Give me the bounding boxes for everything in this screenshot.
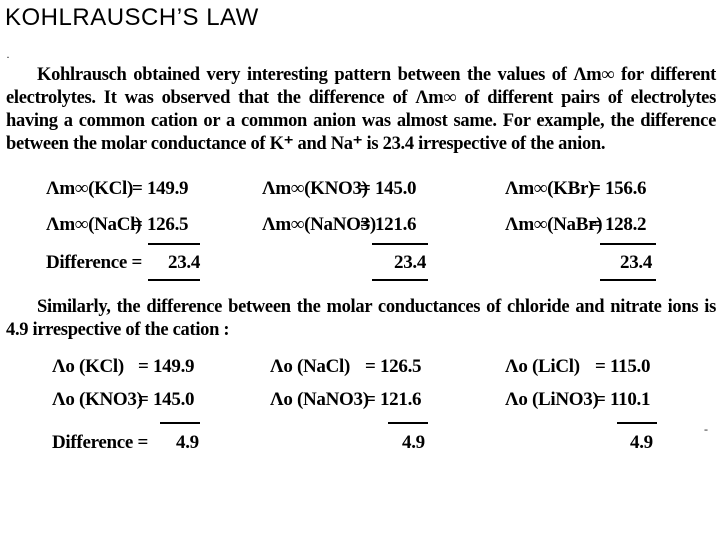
t1-r2-c1-value: = 126.5 bbox=[132, 214, 189, 235]
t1-r2-c3-formula: Λm∞(NaBr) bbox=[505, 214, 603, 235]
t2-difference-label: Difference = bbox=[52, 432, 149, 453]
scan-speck: · bbox=[6, 50, 10, 64]
t1-r2-c2-value: = 121.6 bbox=[360, 214, 417, 235]
t2-difference-3: 4.9 bbox=[630, 432, 653, 453]
t1-difference-1: 23.4 bbox=[168, 252, 201, 273]
t1-r2-c1-formula: Λm∞(NaCl) bbox=[46, 214, 142, 235]
t1-rule-2 bbox=[372, 243, 428, 245]
t1-r1-c3-formula: Λm∞(KBr) bbox=[505, 178, 595, 199]
t2-r2-c1-formula: Λo (KNO3) bbox=[52, 389, 143, 410]
t1-rule-5 bbox=[372, 279, 428, 281]
t1-r2-c3-value: = 128.2 bbox=[590, 214, 647, 235]
t2-r2-c2-value: = 121.6 bbox=[365, 389, 422, 410]
page-title: KOHLRAUSCH’S LAW bbox=[5, 4, 259, 31]
t2-r2-c3-formula: Λo (LiNO3) bbox=[505, 389, 599, 410]
t1-r1-c3-value: = 156.6 bbox=[590, 178, 647, 199]
scan-speck: - bbox=[704, 422, 708, 436]
t1-r1-c1-value: = 149.9 bbox=[132, 178, 189, 199]
intro-paragraph: Kohlrausch obtained very interesting pattern between the values of Λm∞ for different electrolytes. It was observed that the difference of Λm∞ of different pairs of electrolytes having a common cation or a common anion was almost same. For example, the difference between the molar conductance of K⁺ and Na⁺ is 23.4 irrespective of the anion. bbox=[6, 65, 716, 154]
t2-r1-c2-value: = 126.5 bbox=[365, 356, 422, 377]
t2-r1-c3-formula: Λo (LiCl) bbox=[505, 356, 580, 377]
t2-r2-c2-formula: Λo (NaNO3) bbox=[270, 389, 369, 410]
t1-rule-3 bbox=[600, 243, 656, 245]
t1-rule-6 bbox=[600, 279, 656, 281]
t2-difference-1: 4.9 bbox=[176, 432, 199, 453]
t2-r1-c2-formula: Λo (NaCl) bbox=[270, 356, 351, 377]
t1-difference-label: Difference = bbox=[46, 252, 143, 273]
t1-r1-c2-value: = 145.0 bbox=[360, 178, 417, 199]
t2-r1-c1-formula: Λo (KCl) bbox=[52, 356, 124, 377]
t1-difference-2: 23.4 bbox=[394, 252, 427, 273]
t1-rule-1 bbox=[148, 243, 200, 245]
t2-rule-2 bbox=[388, 422, 428, 424]
t2-r2-c1-value: = 145.0 bbox=[138, 389, 195, 410]
second-paragraph: Similarly, the difference between the molar conductances of chloride and nitrate ions is 4.9 irrespective of the cation : bbox=[6, 297, 716, 340]
t1-r2-c2-formula: Λm∞(NaNO3) bbox=[262, 214, 376, 235]
t2-r1-c3-value: = 115.0 bbox=[595, 356, 651, 377]
t2-r1-c1-value: = 149.9 bbox=[138, 356, 195, 377]
t2-rule-3 bbox=[617, 422, 657, 424]
t1-r1-c1-formula: Λm∞(KCl) bbox=[46, 178, 134, 199]
t2-r2-c3-value: = 110.1 bbox=[595, 389, 651, 410]
t1-r1-c2-formula: Λm∞(KNO3) bbox=[262, 178, 368, 199]
t2-rule-1 bbox=[160, 422, 200, 424]
t2-difference-2: 4.9 bbox=[402, 432, 425, 453]
t1-rule-4 bbox=[148, 279, 200, 281]
t1-difference-3: 23.4 bbox=[620, 252, 653, 273]
